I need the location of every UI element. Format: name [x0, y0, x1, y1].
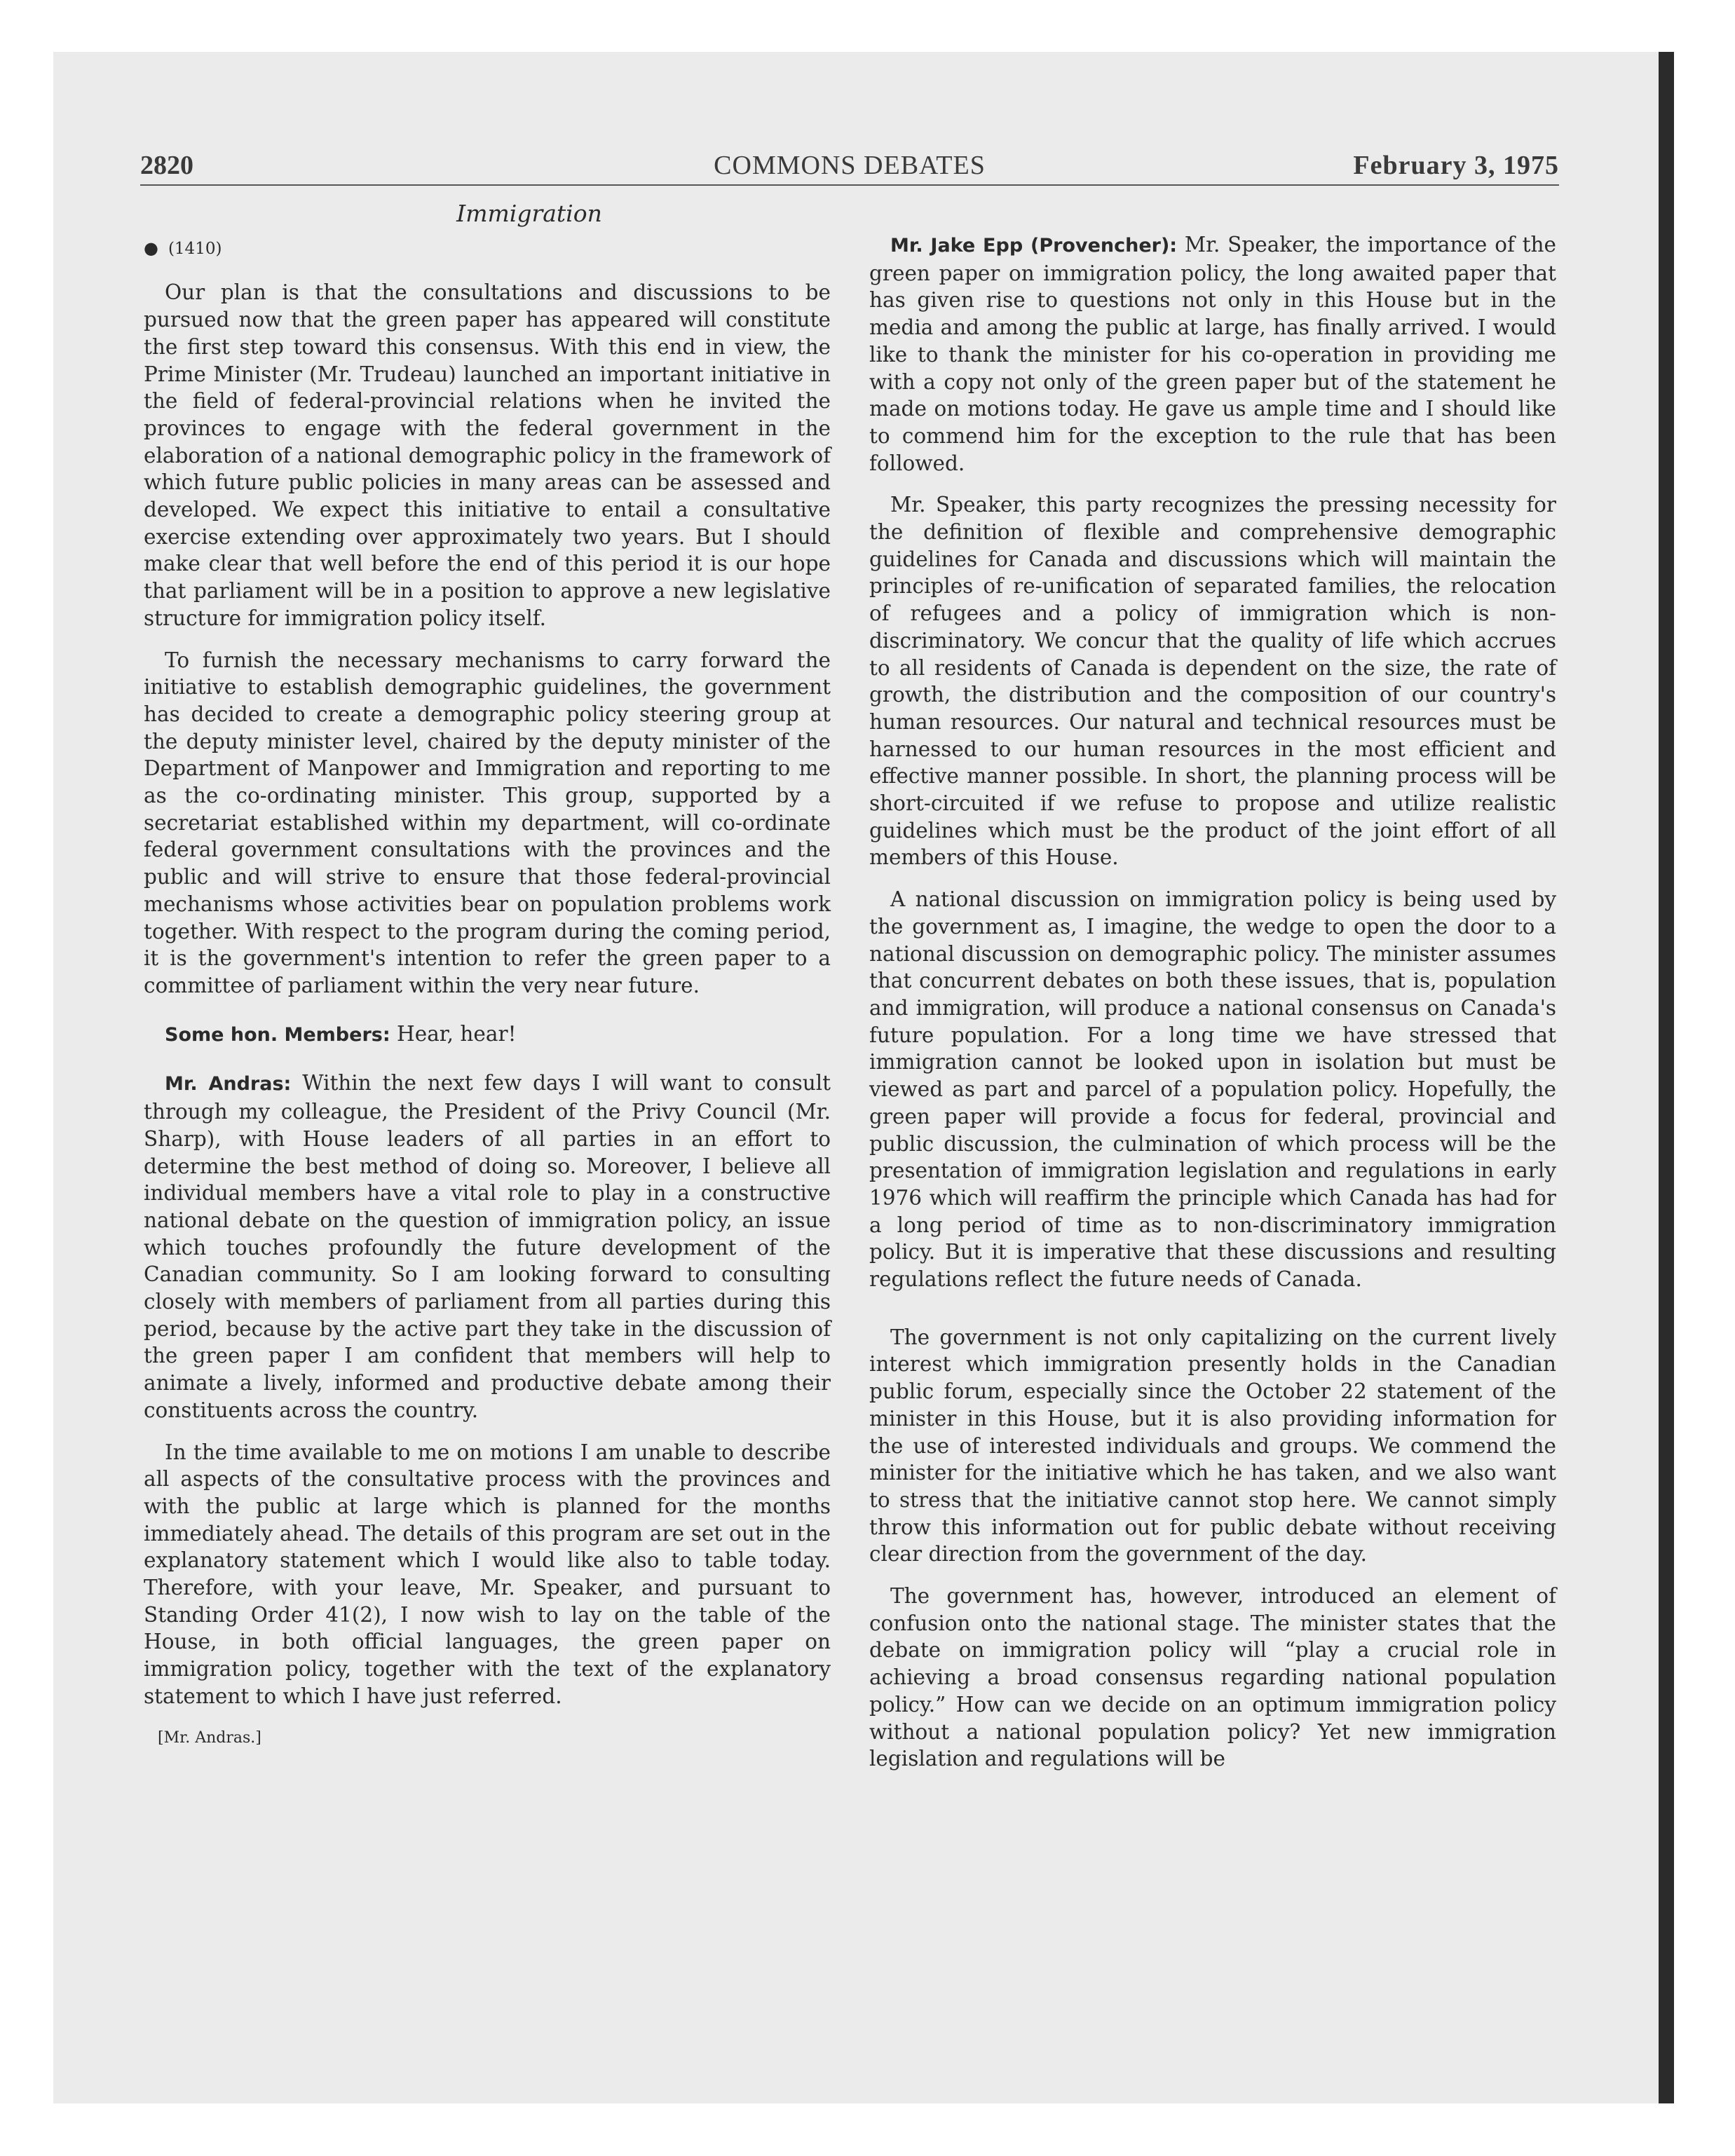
page-header: [140, 149, 1559, 185]
paragraph: The government has, however, introduced an element of confusion onto the national stage. The minister states that the debate on immigration policy will “play a crucial role in achieving a broad consensus regarding national population policy.” How can we decide on an optimum immigration policy without a national population policy? Yet new immigration legislation and regulations will be: [869, 1584, 1556, 1771]
speaker-name: Some hon. Members:: [165, 1023, 390, 1046]
speaker-paragraph: [869, 231, 1556, 477]
speech-text: Mr. Speaker, the importance of the green paper on immigration policy, the long awaited paper that has given rise to questions not only in this House but in the media and among the public at large, has finally arrived. I would like to thank the minister for his co-operation in providing me with a copy not only of the green paper but of the statement he made on motions today. He gave us ample time and I should like to commend him for the exception to the rule that has been followed.: [869, 233, 1556, 475]
paragraph: Our plan is that the consultations and discussions to be pursued now that the green paper has appeared will constitute the first step toward this consensus. With this end in view, the Prime Minister (Mr. Trudeau) launched an important initiative in the field of federal-provincial relations when he invited the provinces to engage with the federal government in the elaboration of a national demographic policy in the framework of which future public policies in many areas can be assessed and developed. We expect this initiative to entail a consultative exercise extending over approximately two years. But I should make clear that well before the end of this period it is our hope that parliament will be in a position to approve a new legislative structure for immigration policy itself.: [144, 280, 831, 630]
page-number: 2820: [140, 151, 193, 180]
paragraph: A national discussion on immigration policy is being used by the government as, I imagine, the wedge to open the door to a national discussion on demographic policy. The minister assumes that concurrent debates on both these issues, that is, population and immigration, will produce a national consensus on Canada's future population. For a long time we have stressed that immigration cannot be looked upon in isolation but must be viewed as part and parcel of a population policy. Hopefully, the green paper will provide a focus for federal, provincial and public discussion, the culmination of which process will be the presentation of immigration legislation and regulations in early 1976 which will reaffirm the principle which Canada has had for a long period of time as to non-discriminatory immigration policy. But it is imperative that these discussions and resulting regulations reflect the future needs of Canada.: [869, 887, 1556, 1292]
paragraph: In the time available to me on motions I am unable to describe all aspects of the consultative process with the provinces and with the public at large which is planned for the months immediately ahead. The details of this program are set out in the explanatory statement which I would like also to table today. Therefore, with your leave, Mr. Speaker, and pursuant to Standing Order 41(2), I now wish to lay on the table of the House, in both official languages, the green paper on immigration policy, together with the text of the explanatory statement to which I have just referred.: [144, 1440, 831, 1708]
publication-title: COMMONS DEBATES: [714, 151, 986, 180]
header-rule: [140, 184, 1559, 186]
right-column: [869, 200, 1556, 1787]
speaker-attribution: [Mr. Andras.]: [158, 1728, 261, 1747]
paragraph: To furnish the necessary mechanisms to carry forward the initiative to establish demographic guidelines, the government has decided to create a demographic policy steering group at the deputy minister level, chaired by the deputy minister of the Department of Manpower and Immigration and reporting to me as the co-ordinating minister. This group, supported by a secretariat established within my department, will co-ordinate federal government consultations with the provinces and the public and will strive to ensure that those federal-provincial mechanisms whose activities bear on population problems work together. With respect to the program during the coming period, it is the government's intention to refer the green paper to a committee of parliament within the very near future.: [144, 648, 831, 997]
scan-edge-shadow: [1659, 52, 1674, 2103]
paragraph: The government is not only capitalizing on the current lively interest which immigration presently holds in the Canadian public forum, especially since the October 22 statement of the minister in this House, but it is also providing information for the use of interested individuals and groups. We commend the minister for the initiative which he has taken, and we also want to stress that the initiative cannot stop here. We cannot simply throw this information out for public debate without receiving clear direction from the government of the day.: [869, 1325, 1556, 1567]
speaker-name: Mr. Andras:: [165, 1073, 292, 1096]
speaker-paragraph: [144, 1021, 831, 1049]
speaker-name: Mr. Jake Epp (Provencher):: [890, 235, 1178, 257]
section-title: Immigration: [456, 200, 602, 227]
speech-text: Within the next few days I will want to consult through my colleague, the President of the Privy Council (Mr. Sharp), with House leaders of all parties in an effort to determine the best method of doing so. Moreover, I believe all individual members have a vital role to play in a constructive national debate on the question of immigration policy, an issue which touches profoundly the future development of the Canadian community. So I am looking forward to consulting closely with members of parliament from all parties during this period, because by the active part they take in the discussion of the green paper I am confident that members will help to animate a lively, informed and productive debate among their constituents across the country.: [144, 1071, 831, 1422]
paragraph: Mr. Speaker, this party recognizes the pressing necessity for the definition of flexible and comprehensive demographic guidelines for Canada and discussions which will maintain the principles of re-unification of separated families, the relocation of refugees and a policy of immigration which is non-discriminatory. We concur that the quality of life which accrues to all residents of Canada is dependent on the size, the rate of growth, the distribution and the composition of our country's human resources. Our natural and technical resources must be harnessed to our human resources in the most efficient and effective manner possible. In short, the planning process will be short-circuited if we refuse to propose and utilize realistic guidelines which must be the product of the joint effort of all members of this House.: [869, 493, 1556, 870]
timestamp-text: (1410): [168, 239, 222, 258]
speaker-paragraph: [144, 1070, 831, 1424]
speech-text: Hear, hear!: [397, 1021, 517, 1046]
bullet-icon: ●: [144, 238, 158, 258]
left-column: [144, 200, 831, 1766]
page-date: February 3, 1975: [1353, 151, 1559, 180]
timestamp: [144, 235, 831, 263]
